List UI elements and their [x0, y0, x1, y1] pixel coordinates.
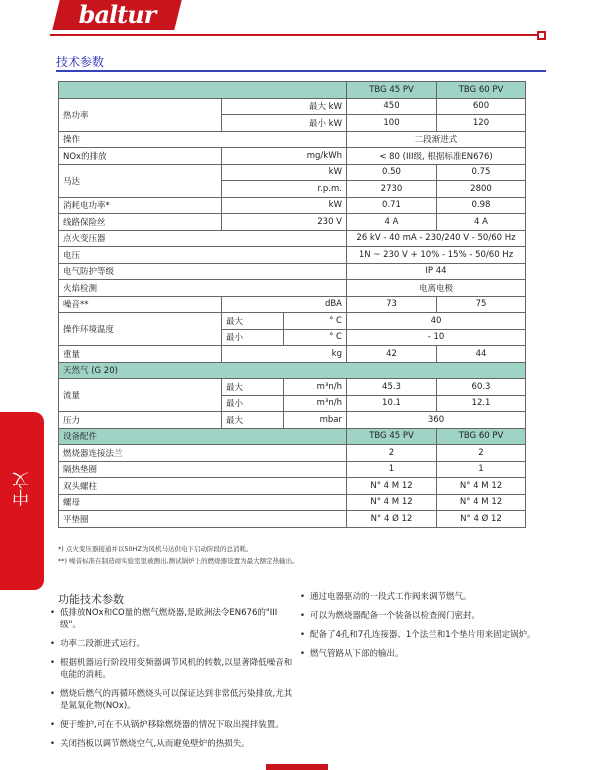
- list-item: • 根据机器运行阶段用变频器调节风机的转数,以显著降低噪音和电能的消耗。: [50, 657, 298, 681]
- list-item: • 低排放NOx和CO量的燃气燃烧器,是欧洲法令EN676的"III级"。: [50, 607, 298, 631]
- table-row: [59, 98, 526, 115]
- table-row: [59, 280, 526, 297]
- features-right-list: [300, 591, 548, 667]
- list-item: • 关闭挡板以调节燃烧空气,从而避免壁炉的热损失。: [50, 738, 298, 750]
- bottom-red-bar: [266, 764, 328, 770]
- cell-value: N° 4 M 12: [437, 478, 526, 495]
- row-unit: 最小: [222, 395, 284, 412]
- row-unit: 最大: [222, 313, 284, 330]
- row-label: 操作: [59, 131, 347, 148]
- table-row: [59, 164, 526, 181]
- cell-value: 电离电极: [347, 280, 526, 297]
- cell-value: N° 4 Ø 12: [437, 511, 526, 528]
- row-label: 平垫圈: [59, 511, 347, 528]
- row-label: NOx的排放: [59, 148, 222, 165]
- spec-table: [58, 81, 526, 528]
- header-red-line: [50, 34, 540, 36]
- row-label: 点火变压器: [59, 230, 347, 247]
- row-label: 压力: [59, 412, 222, 429]
- cell-value: < 80 (III级, 根据标准EN676): [347, 148, 526, 165]
- table-header-row: [59, 82, 526, 99]
- header-red-square: [537, 31, 546, 40]
- gas-header: 天然气 (G 20): [59, 362, 526, 379]
- cell-value: 2730: [347, 181, 437, 198]
- row-unit: 最大: [222, 379, 284, 396]
- row-unit: kW: [222, 164, 347, 181]
- header-blank: [59, 82, 347, 99]
- table-row: [59, 511, 526, 528]
- cell-value: N° 4 M 12: [347, 494, 437, 511]
- cell-value: 450: [347, 98, 437, 115]
- cell-value: 0.50: [347, 164, 437, 181]
- table-row: [59, 131, 526, 148]
- cell-value: 2: [347, 445, 437, 462]
- row-label: 火焰检测: [59, 280, 347, 297]
- cell-value: - 10: [347, 329, 526, 346]
- cell-value: 1: [437, 461, 526, 478]
- cell-value: 73: [347, 296, 437, 313]
- language-tab: [0, 412, 44, 590]
- model-header: TBG 45 PV: [347, 82, 437, 99]
- row-label: 燃烧器连接法兰: [59, 445, 347, 462]
- list-item: • 便于维护,可在不从锅炉移除燃烧器的情况下取出搅拌装置。: [50, 719, 298, 731]
- gas-header-row: [59, 362, 526, 379]
- row-label: 重量: [59, 346, 222, 363]
- model-header: TBG 60 PV: [437, 82, 526, 99]
- cell-value: 26 kV - 40 mA - 230/240 V - 50/60 Hz: [347, 230, 526, 247]
- cell-value: 1: [347, 461, 437, 478]
- cell-value: 42: [347, 346, 437, 363]
- row-unit: r.p.m.: [222, 181, 347, 198]
- cell-value: 120: [437, 115, 526, 132]
- row-label: 双头螺柱: [59, 478, 347, 495]
- row-label: 隔热垫圈: [59, 461, 347, 478]
- cell-value: 0.71: [347, 197, 437, 214]
- cell-value: 1N ~ 230 V + 10% - 15% - 50/60 Hz: [347, 247, 526, 264]
- cell-value: 4 A: [437, 214, 526, 231]
- cell-value: 0.75: [437, 164, 526, 181]
- cell-value: 75: [437, 296, 526, 313]
- cell-value: 100: [347, 115, 437, 132]
- cell-value: 2: [437, 445, 526, 462]
- table-row: [59, 445, 526, 462]
- table-row: [59, 494, 526, 511]
- cell-value: 600: [437, 98, 526, 115]
- row-unit: 最大: [222, 412, 284, 429]
- row-label: 消耗电功率*: [59, 197, 222, 214]
- model-header: TBG 45 PV: [347, 428, 437, 445]
- row-unit: kW: [222, 197, 347, 214]
- cell-value: 360: [347, 412, 526, 429]
- cell-value: 44: [437, 346, 526, 363]
- table-row: [59, 379, 526, 396]
- cell-value: 10.1: [347, 395, 437, 412]
- table-row: [59, 263, 526, 280]
- baltur-logo: [52, 0, 181, 30]
- row-unit: ° C: [284, 313, 347, 330]
- cell-value: 二段渐进式: [347, 131, 526, 148]
- cell-value: 2800: [437, 181, 526, 198]
- row-label: 马达: [59, 164, 222, 197]
- row-label: 热功率: [59, 98, 222, 131]
- section-title: 技术参数: [56, 55, 105, 69]
- row-unit: 最大 kW: [222, 98, 347, 115]
- row-unit: dBA: [222, 296, 347, 313]
- cell-value: 4 A: [347, 214, 437, 231]
- table-row: [59, 197, 526, 214]
- features-left-list: [50, 607, 298, 757]
- title-underline: [56, 70, 546, 72]
- row-label: 流量: [59, 379, 222, 412]
- cell-value: 45.3: [347, 379, 437, 396]
- cell-value: 0.98: [437, 197, 526, 214]
- list-item: • 配备了4孔和7孔连接器、1个法兰和1个垫片用来固定锅炉。: [300, 629, 548, 641]
- cell-value: 60.3: [437, 379, 526, 396]
- table-row: [59, 148, 526, 165]
- table-row: [59, 313, 526, 330]
- table-row: [59, 412, 526, 429]
- row-label: 螺母: [59, 494, 347, 511]
- model-header: TBG 60 PV: [437, 428, 526, 445]
- cell-value: 40: [347, 313, 526, 330]
- row-unit: m³n/h: [284, 395, 347, 412]
- equip-header-row: [59, 428, 526, 445]
- cell-value: N° 4 M 12: [437, 494, 526, 511]
- cell-value: 12.1: [437, 395, 526, 412]
- list-item: • 燃烧后燃气的再循环燃烧头可以保证达到非常低污染排放,尤其是氮氧化物(NOx)。: [50, 688, 298, 712]
- footnote: **) 噪音标准在制造商实验室里被测出,测试锅炉上的燃烧器设置为最大额定热输出。: [58, 557, 299, 565]
- table-row: [59, 346, 526, 363]
- table-row: [59, 461, 526, 478]
- table-row: [59, 478, 526, 495]
- cell-value: IP 44: [347, 263, 526, 280]
- table-row: [59, 214, 526, 231]
- row-unit: mbar: [284, 412, 347, 429]
- row-unit: mg/kWh: [222, 148, 347, 165]
- equip-header: 设备配件: [59, 428, 347, 445]
- footnote: *) 点火变压器接通并以50HZ为风机马达供电下启动阶段的总消耗。: [58, 545, 253, 553]
- footnotes: [58, 543, 299, 567]
- table-row: [59, 296, 526, 313]
- row-unit: kg: [222, 346, 347, 363]
- row-unit: 230 V: [222, 214, 347, 231]
- list-item: • 功率二段渐进式运行。: [50, 638, 298, 650]
- list-item: • 通过电器驱动的一段式工作阀来调节燃气。: [300, 591, 548, 603]
- row-label: 操作环境温度: [59, 313, 222, 346]
- row-label: 电气防护等级: [59, 263, 347, 280]
- cell-value: N° 4 M 12: [347, 478, 437, 495]
- logo-text: baltur: [78, 0, 156, 29]
- list-item: • 燃气管路从下部的输出。: [300, 648, 548, 660]
- table-row: [59, 247, 526, 264]
- table-row: [59, 230, 526, 247]
- row-label: 线路保险丝: [59, 214, 222, 231]
- row-unit: ° C: [284, 329, 347, 346]
- language-tab-label: 中文: [13, 472, 33, 506]
- cell-value: N° 4 Ø 12: [347, 511, 437, 528]
- row-unit: m³n/h: [284, 379, 347, 396]
- list-item: • 可以为燃烧器配备一个装备以检查阀门密封。: [300, 610, 548, 622]
- row-unit: 最小: [222, 329, 284, 346]
- row-label: 噪音**: [59, 296, 222, 313]
- row-label: 电压: [59, 247, 347, 264]
- row-unit: 最小 kW: [222, 115, 347, 132]
- features-title: 功能技术参数: [58, 593, 124, 606]
